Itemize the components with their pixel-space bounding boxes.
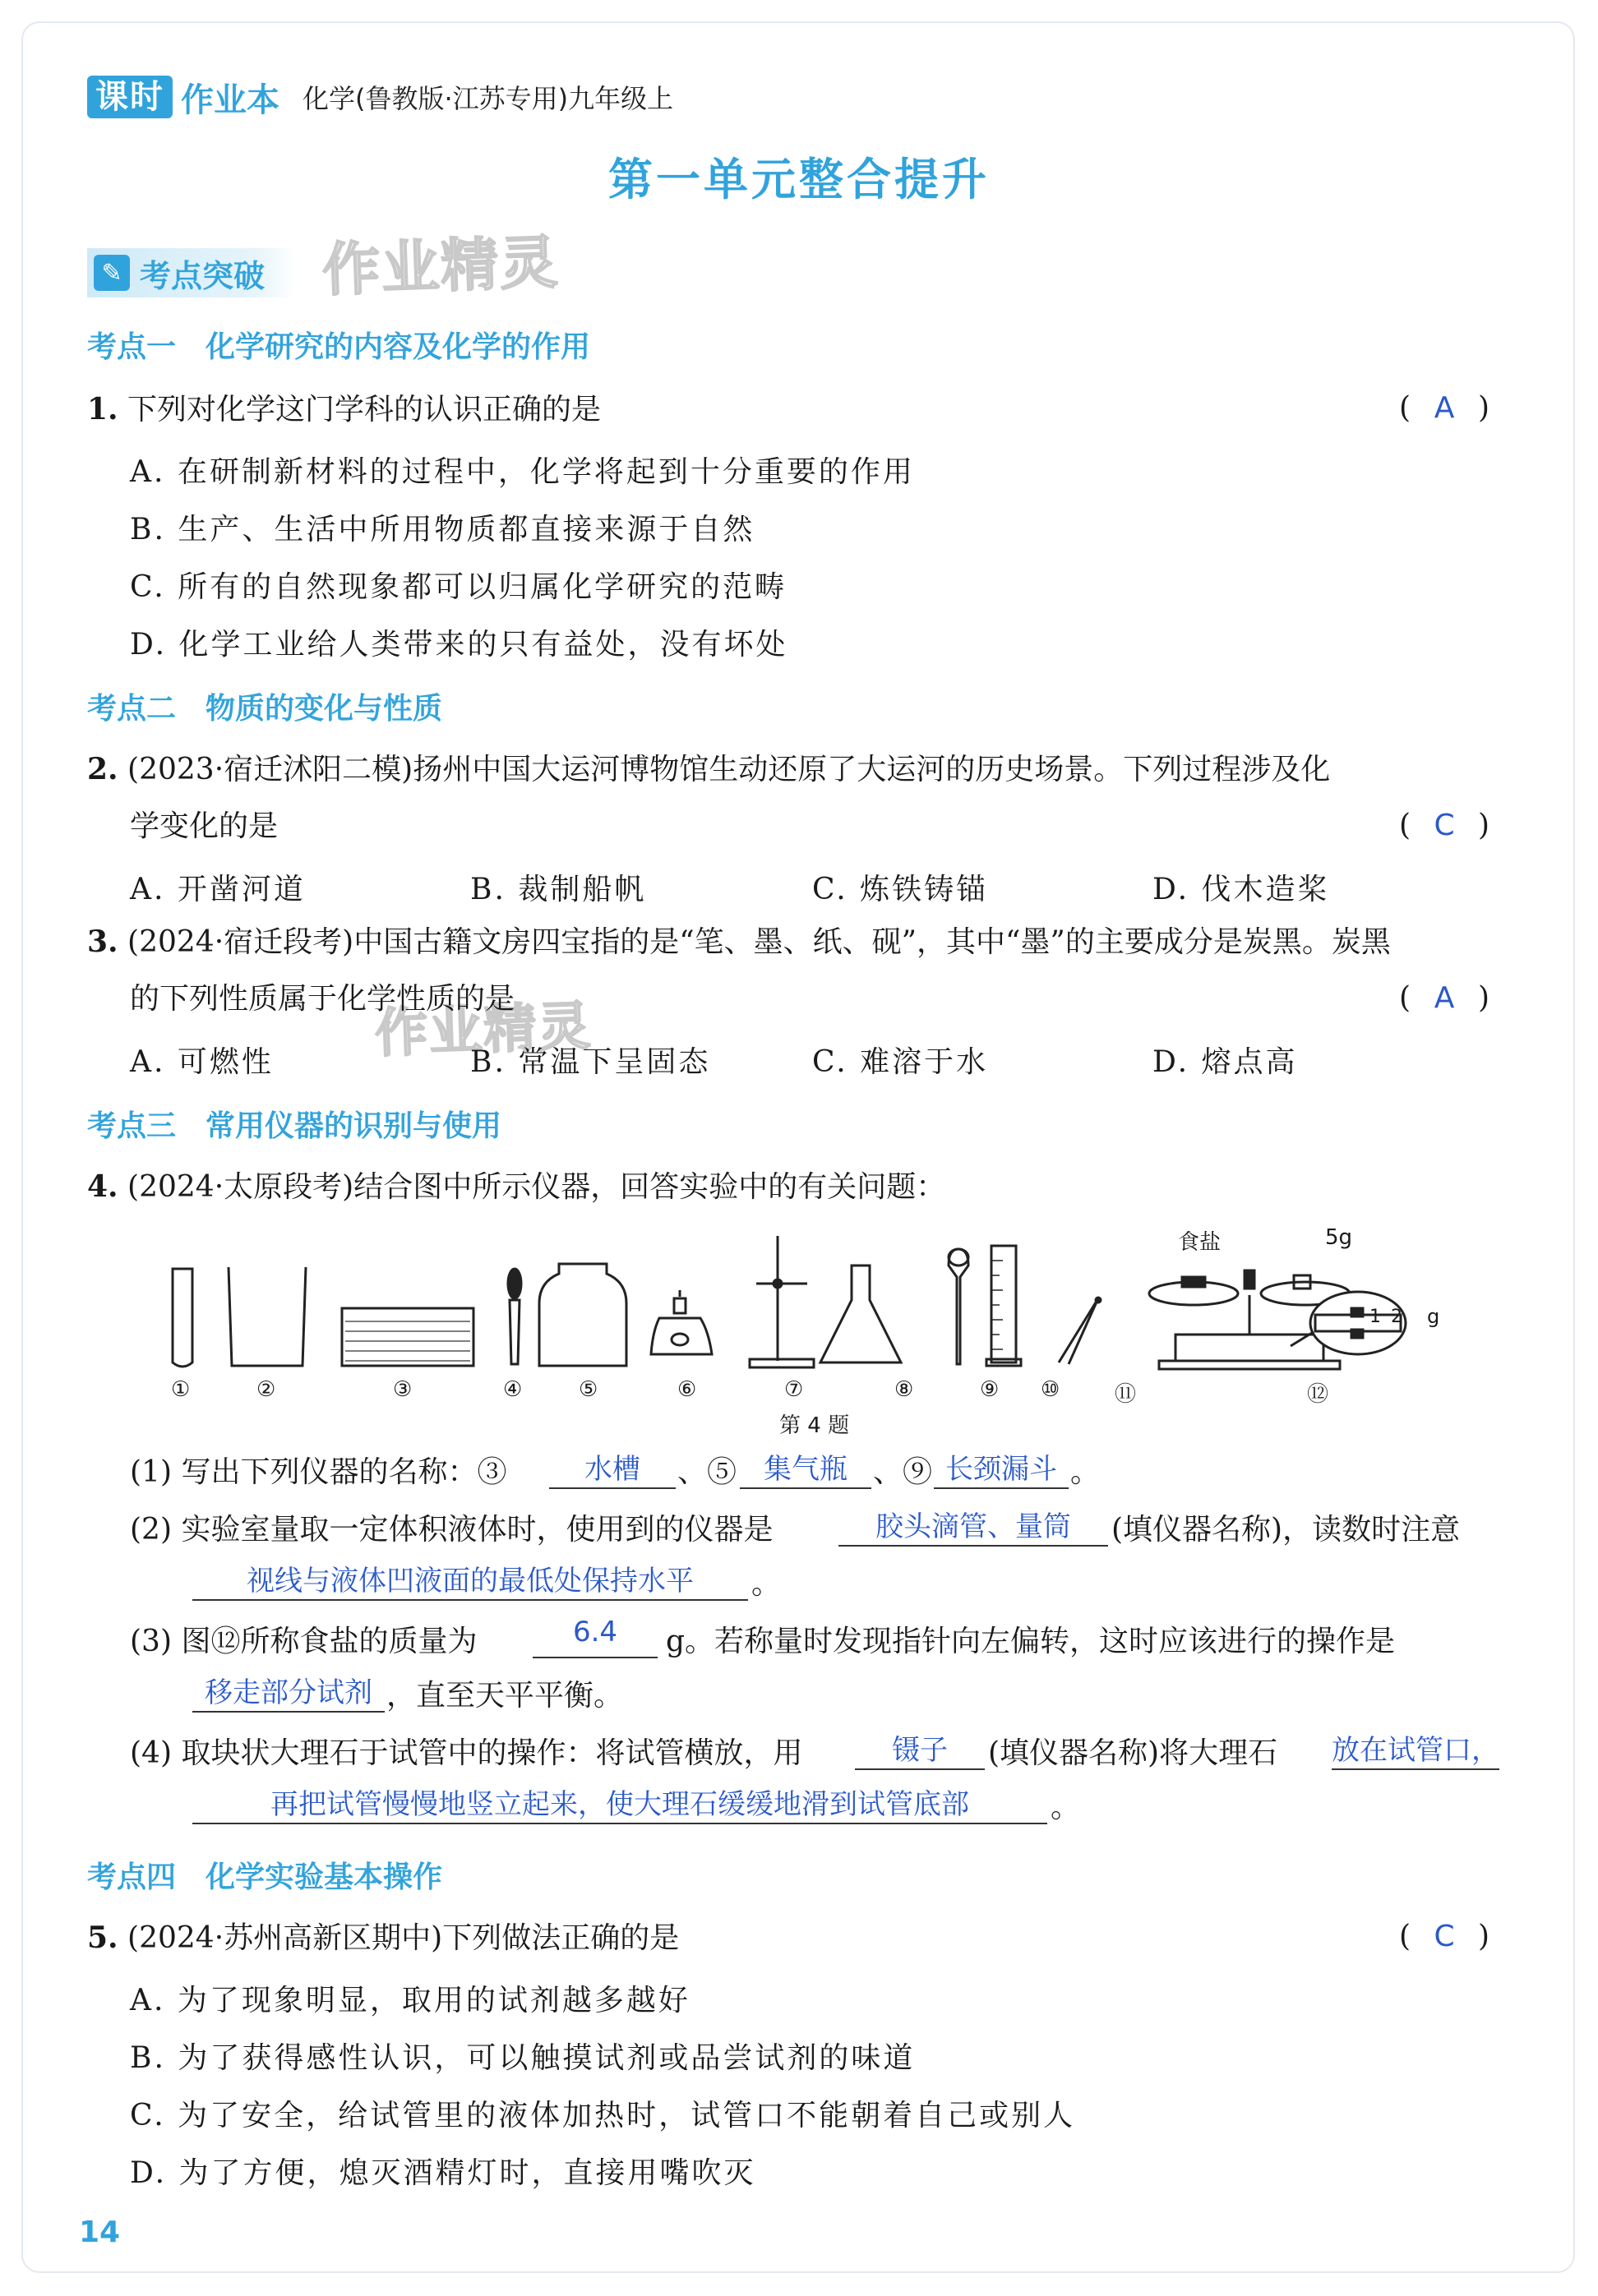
- q1-option-c: C. 所有的自然现象都可以归属化学研究的范畴: [130, 570, 787, 604]
- pencil-icon: ✎: [94, 255, 130, 291]
- q4-p1-blank-5: [740, 1487, 871, 1489]
- kp4-heading: 考点四 化学实验基本操作: [87, 1860, 443, 1894]
- q4-p3-mid: g。若称量时发现指针向左偏转，这时应该进行的操作是: [666, 1625, 1396, 1658]
- q1-answer: A: [1434, 391, 1455, 425]
- kp2-heading: 考点二 物质的变化与性质: [87, 692, 443, 726]
- q2-stem: [87, 751, 1330, 788]
- q4-stem: [87, 1169, 945, 1206]
- q5-option-d: D. 为了方便，熄灭酒精灯时，直接用嘴吹灭: [130, 2156, 756, 2190]
- q3-option-a: A. 可燃性: [130, 1045, 274, 1079]
- q3-number: 3.: [87, 924, 118, 959]
- q5-answer: C: [1434, 1920, 1455, 1953]
- graduated-cylinder-icon: [986, 1246, 1021, 1366]
- long-neck-funnel-icon: [949, 1249, 968, 1364]
- figure-label-9: ⑨: [980, 1377, 1000, 1402]
- figure-label-10: ⑩: [1041, 1377, 1060, 1402]
- iron-stand-icon: [750, 1236, 814, 1367]
- q3-stem: [87, 924, 1391, 961]
- figure-caption: 第 4 题: [779, 1413, 850, 1438]
- figure-label-2: ②: [256, 1377, 276, 1402]
- figure-label-1: ①: [171, 1377, 191, 1402]
- figure-label-7: ⑦: [784, 1377, 804, 1402]
- q1-option-a: A. 在研制新材料的过程中，化学将起到十分重要的作用: [130, 455, 915, 489]
- q1-stem: [87, 391, 601, 428]
- q4-stem-text: (2024·太原段考)结合图中所示仪器，回答实验中的有关问题：: [127, 1170, 946, 1204]
- q2-option-a: A. 开凿河道: [130, 873, 306, 906]
- q4-p4-blank-3: [192, 1823, 1047, 1824]
- figure-salt-label: 食盐: [1178, 1230, 1222, 1255]
- q4-p1-end: 。: [1070, 1455, 1101, 1489]
- q4-p3-answer-2: 移走部分试剂: [205, 1676, 372, 1709]
- q4-p2-end: 。: [751, 1567, 782, 1601]
- q4-p2-blank-1: [838, 1545, 1108, 1547]
- q3-stem-text-2: 的下列性质属于化学性质的是: [130, 982, 515, 1016]
- conical-flask-icon: [820, 1266, 901, 1362]
- page-number: 14: [79, 2215, 121, 2249]
- q4-p3-answer-1: 6.4: [572, 1616, 618, 1648]
- beaker-icon: [229, 1267, 306, 1366]
- book-subtitle: 化学(鲁教版·江苏专用)九年级上: [303, 83, 674, 114]
- q4-p2-answer-1: 胶头滴管、量筒: [875, 1510, 1071, 1543]
- q4-p4-prefix: (4) 取块状大理石于试管中的操作：将试管横放，用: [130, 1736, 803, 1770]
- brand-header: [87, 76, 673, 118]
- q4-p1-answer-3: 水槽: [584, 1453, 640, 1486]
- q4-p2-mid: (填仪器名称)，读数时注意: [1111, 1513, 1461, 1547]
- figure-weight-label: 5g: [1325, 1225, 1353, 1250]
- q1-option-b: B. 生产、生活中所用物质都直接来源于自然: [130, 513, 755, 546]
- q4-p4-blank-2: [1332, 1768, 1499, 1770]
- figure-scale-unit: g: [1427, 1305, 1440, 1328]
- brand-name: 作业本: [181, 81, 279, 119]
- q4-p1-blank-3: [549, 1487, 676, 1489]
- q4-p1-sep1: 、⑤: [677, 1455, 737, 1489]
- q4-p1-blank-9: [934, 1487, 1069, 1489]
- q4-p3-blank-2: [192, 1711, 385, 1713]
- q4-p3-blank-1: [533, 1657, 658, 1658]
- lab-instruments-figure: [156, 1224, 1504, 1372]
- q2-option-c: C. 炼铁铸锚: [812, 873, 989, 906]
- dropper-icon: [508, 1269, 521, 1364]
- q4-p4-answer-2: 放在试管口，: [1332, 1734, 1499, 1767]
- figure-label-11: ⑪: [1115, 1382, 1137, 1407]
- q2-option-d: D. 伐木造桨: [1152, 873, 1330, 906]
- balance-icon: [1149, 1270, 1406, 1369]
- tweezers-icon: [1059, 1298, 1101, 1364]
- figure-scale-1: 1: [1369, 1307, 1381, 1327]
- section-tag: [87, 248, 296, 297]
- q5-answer-box: ( C ): [1399, 1920, 1490, 1953]
- q5-option-c: C. 为了安全，给试管里的液体加热时，试管口不能朝着自己或别人: [130, 2099, 1076, 2132]
- q2-number: 2.: [87, 752, 118, 786]
- q4-p2-prefix: (2) 实验室量取一定体积液体时，使用到的仪器是: [130, 1513, 774, 1547]
- q1-number: 1.: [87, 392, 118, 426]
- figure-label-12: ⑫: [1307, 1382, 1329, 1407]
- q4-p1-answer-9: 长颈漏斗: [945, 1453, 1057, 1486]
- q4-p3-prefix: (3) 图⑫所称食盐的质量为: [130, 1625, 478, 1658]
- q2-option-b: B. 裁制船帆: [470, 873, 647, 906]
- q4-number: 4.: [87, 1169, 118, 1204]
- q5-stem: [87, 1920, 679, 1957]
- q4-p4-answer-3: 再把试管慢慢地竖立起来，使大理石缓缓地滑到试管底部: [270, 1788, 969, 1821]
- q4-p2-answer-2: 视线与液体凹液面的最低处保持水平: [247, 1565, 694, 1598]
- q5-option-a: A. 为了现象明显，取用的试剂越多越好: [130, 1984, 690, 2017]
- figure-label-5: ⑤: [579, 1377, 598, 1402]
- q3-option-d: D. 熔点高: [1152, 1045, 1298, 1079]
- brand-logo: 课时: [87, 76, 173, 118]
- q5-stem-text: (2024·苏州高新区期中)下列做法正确的是: [127, 1921, 680, 1955]
- q3-answer-box: ( A ): [1399, 981, 1490, 1015]
- q5-number: 5.: [87, 1920, 118, 1955]
- q2-stem-text-1: (2023·宿迁沭阳二模)扬州中国大运河博物馆生动还原了大运河的历史场景。下列过程涉及化: [127, 753, 1331, 786]
- figure-scale-2: 2: [1391, 1307, 1402, 1327]
- page-title: 第一单元整合提升: [608, 153, 990, 205]
- q4-p4-blank-1: [855, 1768, 985, 1770]
- q4-p4-mid: (填仪器名称)将大理石: [988, 1736, 1278, 1770]
- q1-stem-text: 下列对化学这门学科的认识正确的是: [127, 393, 602, 426]
- q3-option-b: B. 常温下呈固态: [470, 1045, 711, 1079]
- water-trough-icon: [342, 1308, 473, 1366]
- kp1-heading: 考点一 化学研究的内容及化学的作用: [87, 330, 591, 364]
- q4-p1-answer-5: 集气瓶: [764, 1453, 847, 1486]
- q4-p2-blank-2: [192, 1599, 748, 1601]
- gas-jar-icon: [539, 1264, 626, 1366]
- q1-option-d: D. 化学工业给人类带来的只有益处，没有坏处: [130, 628, 788, 662]
- q2-answer-box: ( C ): [1399, 809, 1490, 842]
- q4-p1-sep2: 、⑨: [873, 1455, 933, 1489]
- q2-answer: C: [1434, 809, 1455, 842]
- q4-p4-answer-1: 镊子: [892, 1734, 948, 1767]
- q3-answer: A: [1434, 981, 1455, 1015]
- q4-p1-prefix: (1) 写出下列仪器的名称：③: [130, 1455, 507, 1489]
- q5-option-b: B. 为了获得感性认识，可以触摸试剂或品尝试剂的味道: [130, 2041, 916, 2075]
- q4-p4-end: 。: [1051, 1791, 1081, 1824]
- figure-label-8: ⑧: [894, 1377, 914, 1402]
- figure-label-3: ③: [393, 1377, 413, 1402]
- figure-label-6: ⑥: [677, 1377, 697, 1402]
- kp3-heading: 考点三 常用仪器的识别与使用: [87, 1109, 502, 1143]
- alcohol-lamp-icon: [651, 1290, 712, 1354]
- q4-p3-end: ，直至天平平衡。: [386, 1679, 624, 1713]
- section-tag-label: 考点突破: [140, 257, 266, 294]
- watermark: 作业精灵: [321, 228, 561, 304]
- q3-stem-text-1: (2024·宿迁段考)中国古籍文房四宝指的是“笔、墨、纸、砚”，其中“墨”的主要成分是炭黑。炭黑: [127, 925, 1391, 959]
- q1-answer-box: ( A ): [1399, 391, 1490, 425]
- figure-label-4: ④: [503, 1377, 523, 1402]
- watermark: 作业精灵: [373, 996, 593, 1065]
- q3-option-c: C. 难溶于水: [812, 1045, 989, 1079]
- q2-stem-text-2: 学变化的是: [130, 809, 279, 843]
- test-tube-icon: [173, 1269, 192, 1367]
